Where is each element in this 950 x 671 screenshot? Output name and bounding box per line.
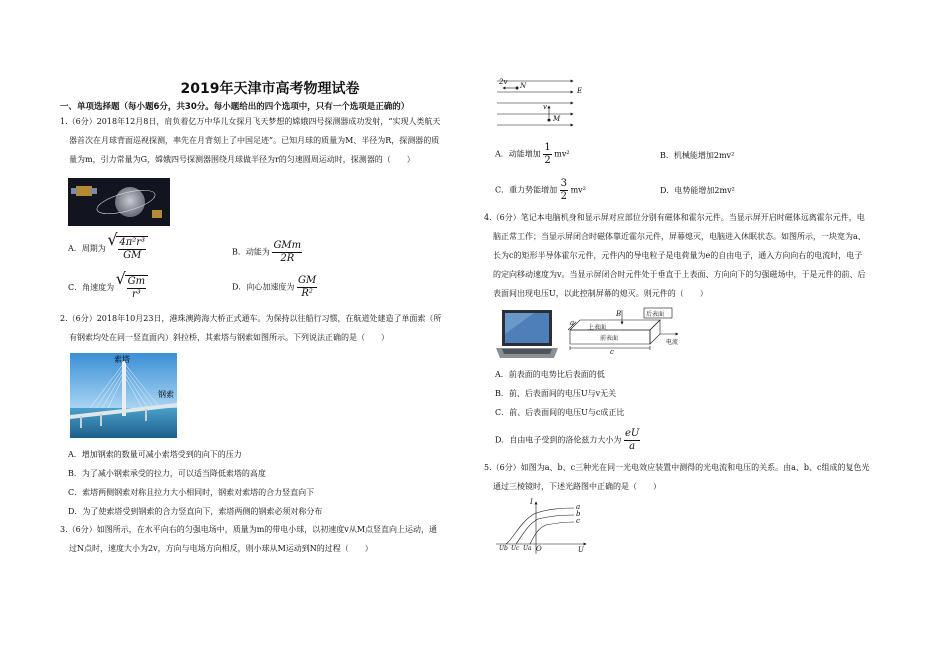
q1-d-den: R²: [301, 288, 313, 299]
q1-a-den: GM: [123, 250, 142, 261]
q5-line1: 5.（6分）如图为a、b、c三种光在同一光电效应装置中测得的光电流和电压的关系。由a、b、c组成的复色光: [484, 463, 870, 472]
question-3-stem: [60, 520, 450, 558]
q1-c-sqrt: [125, 275, 148, 301]
q4-d-num: eU: [624, 428, 640, 439]
question-5-stem: [484, 458, 884, 496]
fig3-label-e: E: [577, 87, 583, 95]
q5-line2: 通过三棱镜时，下述光路图中正确的是（ ）: [493, 482, 661, 491]
hall-element-diagram: [566, 306, 686, 362]
fig3-label-2v: 2v: [499, 78, 508, 86]
fig5-label-uc: Uc: [511, 545, 520, 552]
fig5-label-b: b: [576, 510, 581, 518]
question-1-stem: [60, 112, 450, 169]
q3-option-a: [495, 142, 570, 167]
fig5-label-u: U: [578, 546, 584, 554]
laptop-image: [494, 308, 560, 360]
q1-b-label: B．动能为: [232, 247, 270, 257]
q4-option-c: C．前、后表面间的电压U与c成正比: [495, 408, 625, 417]
q2-option-c: C．索塔两侧钢索对称且拉力大小相同时，钢索对索塔的合力竖直向下: [68, 488, 315, 497]
q1-c-den: r³: [132, 289, 141, 300]
q4-option-d: [495, 428, 640, 453]
q1-a-num: √ 4π²r³: [119, 237, 146, 248]
fig5-label-ub: Ub: [499, 545, 508, 552]
bridge-label-cable: 钢索: [158, 390, 174, 399]
fig4-label-current: 电流: [666, 339, 679, 346]
fig5-label-ua: Ua: [523, 545, 532, 552]
question-4-stem: [484, 208, 884, 303]
q1-d-label: D．向心加速度为: [232, 282, 295, 292]
question-2-stem: [60, 309, 450, 347]
photoelectric-iu-graph: [494, 498, 594, 560]
bridge-label-tower: 索塔: [114, 355, 130, 364]
fig4-label-b: B: [616, 310, 622, 318]
q1-option-a: [68, 236, 148, 262]
lunar-probe-image: [68, 178, 170, 226]
q3-a-suffix: mv²: [554, 149, 570, 159]
fig5-label-i: I: [530, 498, 533, 506]
electric-field-diagram: [497, 78, 587, 128]
q2-option-a: A．增加钢索的数量可减小索塔受到的向下的压力: [68, 450, 242, 459]
q1-d-num: GM: [297, 275, 317, 286]
q4-option-a: A．前表面的电势比后表面的低: [495, 370, 605, 379]
q4-line3: 长为c的矩形半导体霍尔元件，元件内的导电粒子是电荷量为e的自由电子，通入方向向右的电流时，电子: [493, 251, 863, 260]
q1-b-num: GMm: [273, 240, 302, 251]
q3-option-d: D．电势能增加2mv²: [660, 186, 735, 195]
q1-option-d: [232, 275, 317, 300]
q1-a-label: A．周期为: [68, 244, 106, 253]
q3-option-c: [495, 178, 586, 203]
fig4-label-back: 后表面: [646, 311, 665, 318]
q3-c-label: C．重力势能增加: [495, 185, 558, 195]
q4-option-b: B．前、后表面间的电压U与v无关: [495, 389, 617, 398]
q2-line1: 2.（6分）2018年10月23日，港珠澳跨海大桥正式通车。为保持以往船行习惯，在航道处建造了单面索（所: [60, 314, 442, 323]
bridge-image: [70, 353, 177, 438]
q1-line1: 1.（6分）2018年12月8日，肩负着亿万中华儿女探月飞天梦想的嫦娥四号探测器成功发射，“实现人类航天: [60, 117, 441, 126]
q3-c-num: 3: [560, 178, 568, 189]
fig3-label-v: v: [543, 103, 547, 111]
q3-line2: 过N点时，速度大小为2v，方向与电场方向相反，则小球从M运动到N的过程（ ）: [69, 544, 373, 553]
q3-line1: 3.（6分）如图所示，在水平向右的匀强电场中，质量为m的带电小球，以初速度v从M点竖直向上运动，通: [60, 525, 438, 534]
q1-option-c: [68, 275, 148, 301]
q3-a-label: A．动能增加: [495, 149, 541, 159]
fig4-label-top: 上表面: [588, 324, 607, 331]
fig4-label-a: a: [570, 319, 575, 327]
q1-a-sqrt: [116, 236, 148, 262]
q2-option-b: B．为了减小钢索承受的拉力，可以适当降低索塔的高度: [68, 469, 266, 478]
q1-b-den: 2R: [280, 253, 295, 264]
q2-option-d: D．为了使索塔受到钢索的合力竖直向下，索塔两侧的钢索必须对称分布: [68, 507, 323, 516]
q1-c-label: C．角速度为: [68, 283, 115, 292]
fig3-label-m: M: [553, 115, 561, 123]
q4-d-den: a: [629, 441, 636, 452]
fig5-label-c: c: [576, 517, 580, 525]
q4-d-label: D．自由电子受到的洛伦兹力大小为: [495, 435, 622, 445]
q1-c-num: √ Gm: [127, 276, 146, 287]
q1-line3: 量为m，引力常量为G，嫦娥四号探测器围绕月球做半径为r的匀速圆周运动时，探测器的（ ）: [69, 155, 415, 164]
fig3-label-n: N: [520, 82, 527, 90]
q3-a-num: 1: [544, 142, 551, 153]
q3-c-suffix: mv²: [570, 185, 586, 195]
q4-line2: 脑正常工作；当显示屏闭合时磁体靠近霍尔元件，屏幕熄灭，电脑进入休眠状态。如图所示，一块宽为a、: [493, 232, 866, 241]
fig4-label-c: c: [610, 348, 614, 356]
page-title: 2019年天津市高考物理试卷: [180, 81, 360, 97]
q4-line5: 表面间出现电压U，以此控制屏幕的熄灭。则元件的（ ）: [493, 289, 708, 298]
fig5-label-o: O: [536, 545, 542, 553]
q3-c-den: 2: [560, 191, 568, 202]
section-heading: 一、单项选择题（每小题6分，共30分。每小题给出的四个选项中，只有一个选项是正确的）: [60, 102, 410, 112]
q3-option-b: B．机械能增加2mv²: [660, 151, 735, 160]
q2-line2: 有钢索均处在同一竖直面内）斜拉桥，其索塔与钢索如图所示。下列说法正确的是（ ）: [69, 333, 389, 342]
fig4-label-front: 前表面: [600, 335, 619, 342]
fig5-label-a: a: [576, 503, 581, 511]
q4-line1: 4.（6分）笔记本电脑机身和显示屏对应部位分别有磁体和霍尔元件。当显示屏开启时磁体远离霍尔元件，电: [484, 213, 865, 222]
q4-line4: 的定向移动速度为v。当显示屏闭合时元件处于垂直于上表面、方向向下的匀强磁场中，于是元件的前、后: [493, 270, 866, 279]
q1-option-b: [232, 240, 302, 265]
q3-a-den: 2: [544, 155, 551, 166]
q1-line2: 器首次在月球背面巡视探测，率先在月背刻上了中国足迹”。已知月球的质量为M、半径为R，探测器的质: [69, 136, 440, 145]
